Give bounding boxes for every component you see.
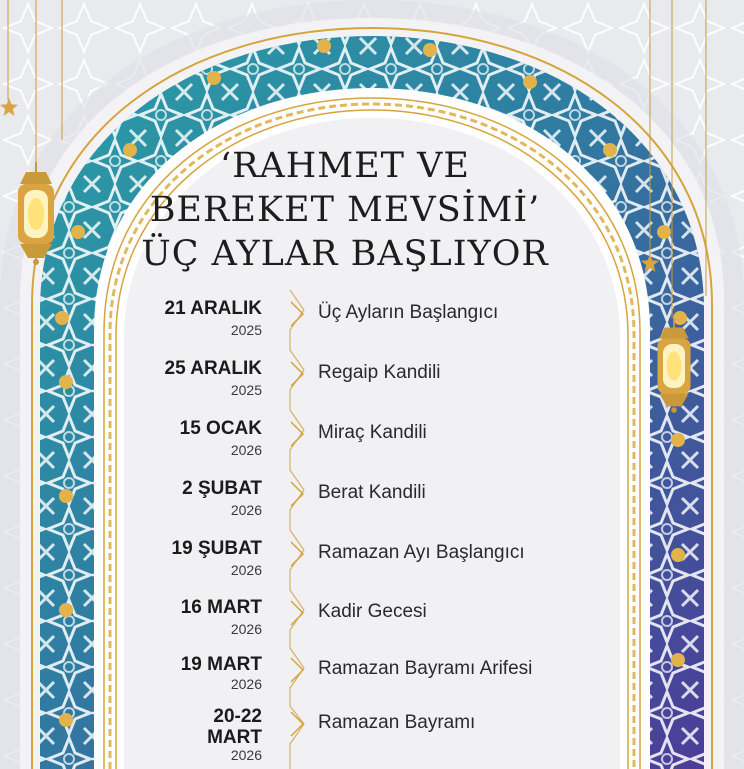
headline-line-1: ‘RAHMET VE <box>220 146 470 186</box>
event-name: Ramazan Bayramı Arifesi <box>318 658 533 679</box>
event-year: 2026 <box>230 562 262 578</box>
event-name: Üç Ayların Başlangıcı <box>318 302 499 323</box>
event-date: 16 MART <box>180 597 262 618</box>
event-year: 2026 <box>230 621 262 637</box>
event-year: 2026 <box>230 747 262 763</box>
chevron-right-icon <box>289 480 305 508</box>
headline-line-2: BEREKET MEVSİMİ’ <box>149 190 541 230</box>
event-year: 2025 <box>230 382 262 398</box>
headline-line-3: ÜÇ AYLAR BAŞLIYOR <box>141 234 549 274</box>
event-year: 2026 <box>230 502 262 518</box>
event-item <box>0 478 744 538</box>
star-icon <box>0 98 18 116</box>
event-date-month: MART <box>207 727 262 748</box>
event-year: 2026 <box>230 442 262 458</box>
event-year: 2026 <box>230 676 262 692</box>
chevron-right-icon <box>289 360 305 388</box>
event-date: 15 OCAK <box>179 418 262 439</box>
event-item <box>0 358 744 418</box>
event-name: Kadir Gecesi <box>318 601 427 622</box>
crescent-icon <box>52 140 78 170</box>
event-date: 2 ŞUBAT <box>182 478 262 499</box>
event-name: Miraç Kandili <box>318 422 427 443</box>
chevron-right-icon <box>289 599 305 627</box>
event-date: 25 ARALIK <box>164 358 262 379</box>
event-year: 2025 <box>230 322 262 338</box>
event-name: Ramazan Ayı Başlangıcı <box>318 542 525 563</box>
event-name: Ramazan Bayramı <box>318 712 476 733</box>
event-item <box>0 706 744 766</box>
event-item <box>0 654 744 714</box>
chevron-right-icon <box>289 656 305 684</box>
event-name: Regaip Kandili <box>318 362 441 383</box>
event-date: 19 MART <box>180 654 262 675</box>
lantern-icon <box>12 162 60 266</box>
event-item <box>0 418 744 478</box>
event-date: 20-22 <box>213 706 262 727</box>
chevron-right-icon <box>289 420 305 448</box>
event-item <box>0 538 744 598</box>
event-item <box>0 597 744 657</box>
star-icon <box>641 254 659 272</box>
chevron-right-icon <box>289 300 305 328</box>
event-name: Berat Kandili <box>318 482 426 503</box>
headline <box>140 144 550 276</box>
event-date: 21 ARALIK <box>164 298 262 319</box>
event-date: 19 ŞUBAT <box>171 538 262 559</box>
chevron-right-icon <box>289 710 305 738</box>
event-item <box>0 298 744 358</box>
chevron-right-icon <box>289 540 305 568</box>
